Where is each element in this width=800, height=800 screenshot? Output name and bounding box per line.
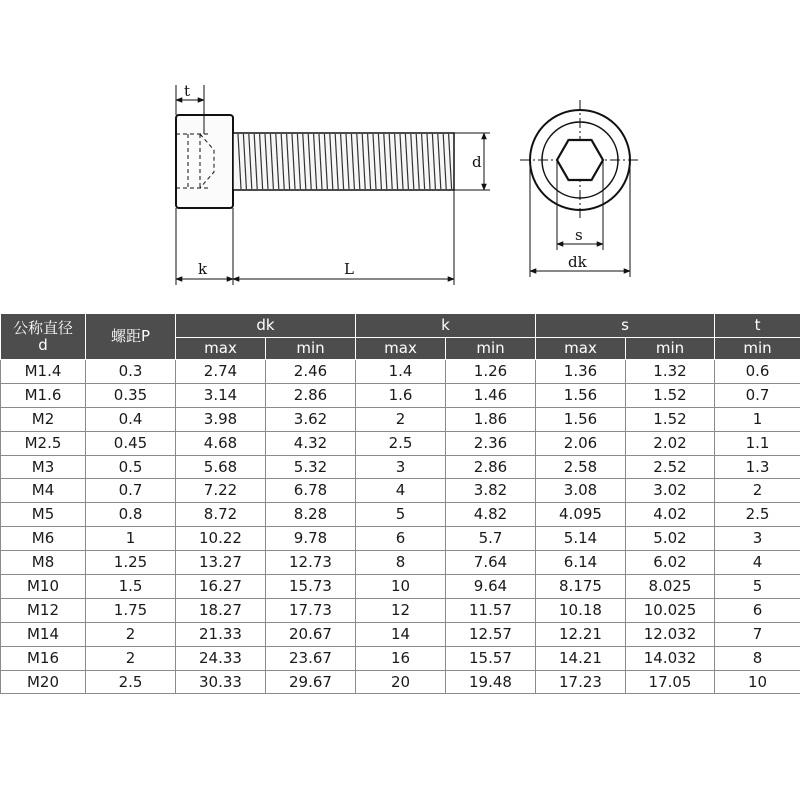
- cell-t-min: 1.3: [715, 455, 800, 479]
- cell-dk-min: 20.67: [266, 622, 356, 646]
- cell-dk-min: 9.78: [266, 527, 356, 551]
- cell-dk-max: 2.74: [176, 360, 266, 384]
- cell-pitch: 0.5: [86, 455, 176, 479]
- header-k-min: min: [446, 338, 536, 360]
- header-dk-min: min: [266, 338, 356, 360]
- cell-pitch: 0.7: [86, 479, 176, 503]
- cell-size: M6: [1, 527, 86, 551]
- cell-dk-min: 6.78: [266, 479, 356, 503]
- dim-label-L: L: [344, 260, 354, 278]
- cell-t-min: 6: [715, 598, 800, 622]
- cell-k-min: 1.46: [446, 383, 536, 407]
- cell-s-max: 17.23: [536, 670, 626, 694]
- cell-dk-min: 2.86: [266, 383, 356, 407]
- header-nominal-diameter-cn: 公称直径: [12, 318, 73, 337]
- header-t-min: min: [715, 338, 800, 360]
- cell-pitch: 0.45: [86, 431, 176, 455]
- dim-label-dk: dk: [568, 253, 587, 271]
- cell-k-max: 3: [356, 455, 446, 479]
- cell-dk-max: 3.98: [176, 407, 266, 431]
- cell-pitch: 0.8: [86, 503, 176, 527]
- table-row: [1, 551, 800, 575]
- table-row: [1, 479, 800, 503]
- cell-k-max: 10: [356, 575, 446, 599]
- cell-dk-max: 3.14: [176, 383, 266, 407]
- cell-t-min: 5: [715, 575, 800, 599]
- table-row: [1, 598, 800, 622]
- screw-technical-drawing: [0, 0, 800, 305]
- cell-dk-max: 13.27: [176, 551, 266, 575]
- cell-t-min: 1: [715, 407, 800, 431]
- dim-label-k: k: [198, 260, 208, 278]
- table-row: [1, 622, 800, 646]
- cell-dk-max: 5.68: [176, 455, 266, 479]
- table-row: [1, 670, 800, 694]
- cell-k-max: 5: [356, 503, 446, 527]
- cell-size: M16: [1, 646, 86, 670]
- specification-table-body: [1, 360, 800, 694]
- table-row: [1, 383, 800, 407]
- cell-k-max: 2: [356, 407, 446, 431]
- cell-size: M4: [1, 479, 86, 503]
- cell-k-max: 8: [356, 551, 446, 575]
- cell-s-min: 12.032: [626, 622, 715, 646]
- cell-dk-min: 17.73: [266, 598, 356, 622]
- cell-dk-max: 4.68: [176, 431, 266, 455]
- cell-k-max: 2.5: [356, 431, 446, 455]
- cell-t-min: 1.1: [715, 431, 800, 455]
- cell-s-max: 1.36: [536, 360, 626, 384]
- cell-pitch: 2.5: [86, 670, 176, 694]
- cell-s-min: 8.025: [626, 575, 715, 599]
- cell-pitch: 0.4: [86, 407, 176, 431]
- cell-dk-min: 4.32: [266, 431, 356, 455]
- cell-size: M14: [1, 622, 86, 646]
- table-row: [1, 575, 800, 599]
- cell-dk-min: 3.62: [266, 407, 356, 431]
- header-nominal-diameter-d: d: [38, 335, 48, 354]
- cell-s-min: 4.02: [626, 503, 715, 527]
- cell-k-max: 1.4: [356, 360, 446, 384]
- cell-k-min: 1.86: [446, 407, 536, 431]
- table-row: [1, 503, 800, 527]
- cell-k-max: 1.6: [356, 383, 446, 407]
- cell-pitch: 1.5: [86, 575, 176, 599]
- cell-t-min: 8: [715, 646, 800, 670]
- cell-k-min: 12.57: [446, 622, 536, 646]
- screw-end-view: [520, 100, 640, 220]
- cell-dk-min: 5.32: [266, 455, 356, 479]
- header-row-groups: [1, 314, 800, 338]
- cell-s-max: 12.21: [536, 622, 626, 646]
- cell-size: M2: [1, 407, 86, 431]
- cell-dk-min: 8.28: [266, 503, 356, 527]
- cell-s-min: 1.32: [626, 360, 715, 384]
- cell-k-min: 3.82: [446, 479, 536, 503]
- header-dk-max: max: [176, 338, 266, 360]
- dim-label-t: t: [184, 82, 191, 100]
- cell-dk-max: 18.27: [176, 598, 266, 622]
- header-group-s: s: [536, 314, 715, 338]
- cell-s-min: 14.032: [626, 646, 715, 670]
- cell-s-min: 1.52: [626, 383, 715, 407]
- cell-k-max: 6: [356, 527, 446, 551]
- cell-dk-max: 21.33: [176, 622, 266, 646]
- cell-pitch: 0.35: [86, 383, 176, 407]
- cell-s-max: 5.14: [536, 527, 626, 551]
- cell-s-max: 2.06: [536, 431, 626, 455]
- header-group-k: k: [356, 314, 536, 338]
- cell-pitch: 1.75: [86, 598, 176, 622]
- cell-t-min: 0.6: [715, 360, 800, 384]
- cell-size: M20: [1, 670, 86, 694]
- header-s-min: min: [626, 338, 715, 360]
- cell-dk-min: 29.67: [266, 670, 356, 694]
- cell-s-max: 1.56: [536, 383, 626, 407]
- cell-t-min: 10: [715, 670, 800, 694]
- table-row: [1, 431, 800, 455]
- cell-s-min: 6.02: [626, 551, 715, 575]
- cell-k-min: 7.64: [446, 551, 536, 575]
- cell-k-min: 5.7: [446, 527, 536, 551]
- table-row: [1, 360, 800, 384]
- cell-pitch: 1: [86, 527, 176, 551]
- cell-size: M3: [1, 455, 86, 479]
- cell-s-min: 1.52: [626, 407, 715, 431]
- cell-size: M5: [1, 503, 86, 527]
- cell-k-max: 14: [356, 622, 446, 646]
- cell-s-max: 10.18: [536, 598, 626, 622]
- cell-size: M1.4: [1, 360, 86, 384]
- table-row: [1, 407, 800, 431]
- cell-s-max: 4.095: [536, 503, 626, 527]
- cell-s-min: 3.02: [626, 479, 715, 503]
- cell-dk-min: 15.73: [266, 575, 356, 599]
- cell-s-min: 2.02: [626, 431, 715, 455]
- hex-socket: [557, 140, 603, 180]
- cell-pitch: 2: [86, 646, 176, 670]
- header-group-dk: dk: [176, 314, 356, 338]
- cell-s-max: 2.58: [536, 455, 626, 479]
- header-s-max: max: [536, 338, 626, 360]
- header-pitch: 螺距P: [86, 314, 176, 360]
- cell-dk-max: 24.33: [176, 646, 266, 670]
- cell-t-min: 0.7: [715, 383, 800, 407]
- cell-k-max: 20: [356, 670, 446, 694]
- cell-k-max: 12: [356, 598, 446, 622]
- cell-dk-max: 10.22: [176, 527, 266, 551]
- cell-dk-min: 23.67: [266, 646, 356, 670]
- specification-table: [0, 313, 800, 694]
- header-group-t: t: [715, 314, 800, 338]
- cell-dk-min: 2.46: [266, 360, 356, 384]
- cell-k-min: 1.26: [446, 360, 536, 384]
- cell-s-max: 6.14: [536, 551, 626, 575]
- cell-s-min: 5.02: [626, 527, 715, 551]
- cell-t-min: 3: [715, 527, 800, 551]
- cell-dk-max: 7.22: [176, 479, 266, 503]
- table-row: [1, 527, 800, 551]
- cell-t-min: 4: [715, 551, 800, 575]
- cell-k-min: 15.57: [446, 646, 536, 670]
- dim-label-s: s: [575, 226, 583, 244]
- table-row: [1, 455, 800, 479]
- cell-pitch: 2: [86, 622, 176, 646]
- cell-dk-max: 16.27: [176, 575, 266, 599]
- table-row: [1, 646, 800, 670]
- cell-s-min: 17.05: [626, 670, 715, 694]
- cell-s-max: 1.56: [536, 407, 626, 431]
- cell-s-min: 10.025: [626, 598, 715, 622]
- cell-k-min: 19.48: [446, 670, 536, 694]
- cell-size: M2.5: [1, 431, 86, 455]
- cell-k-min: 2.86: [446, 455, 536, 479]
- cell-dk-min: 12.73: [266, 551, 356, 575]
- cell-k-min: 4.82: [446, 503, 536, 527]
- cell-k-min: 2.36: [446, 431, 536, 455]
- cell-dk-max: 8.72: [176, 503, 266, 527]
- cell-size: M8: [1, 551, 86, 575]
- cell-s-min: 2.52: [626, 455, 715, 479]
- screw-side-view: [176, 115, 454, 208]
- cell-pitch: 0.3: [86, 360, 176, 384]
- dim-label-d: d: [472, 153, 482, 171]
- cell-s-max: 14.21: [536, 646, 626, 670]
- header-k-max: max: [356, 338, 446, 360]
- cell-size: M10: [1, 575, 86, 599]
- cell-s-max: 3.08: [536, 479, 626, 503]
- cell-dk-max: 30.33: [176, 670, 266, 694]
- cell-size: M1.6: [1, 383, 86, 407]
- cell-s-max: 8.175: [536, 575, 626, 599]
- cell-k-min: 9.64: [446, 575, 536, 599]
- cell-k-min: 11.57: [446, 598, 536, 622]
- cell-pitch: 1.25: [86, 551, 176, 575]
- cell-t-min: 2: [715, 479, 800, 503]
- cell-size: M12: [1, 598, 86, 622]
- cell-t-min: 7: [715, 622, 800, 646]
- cell-t-min: 2.5: [715, 503, 800, 527]
- header-nominal-diameter: [1, 314, 86, 360]
- cell-k-max: 4: [356, 479, 446, 503]
- cell-k-max: 16: [356, 646, 446, 670]
